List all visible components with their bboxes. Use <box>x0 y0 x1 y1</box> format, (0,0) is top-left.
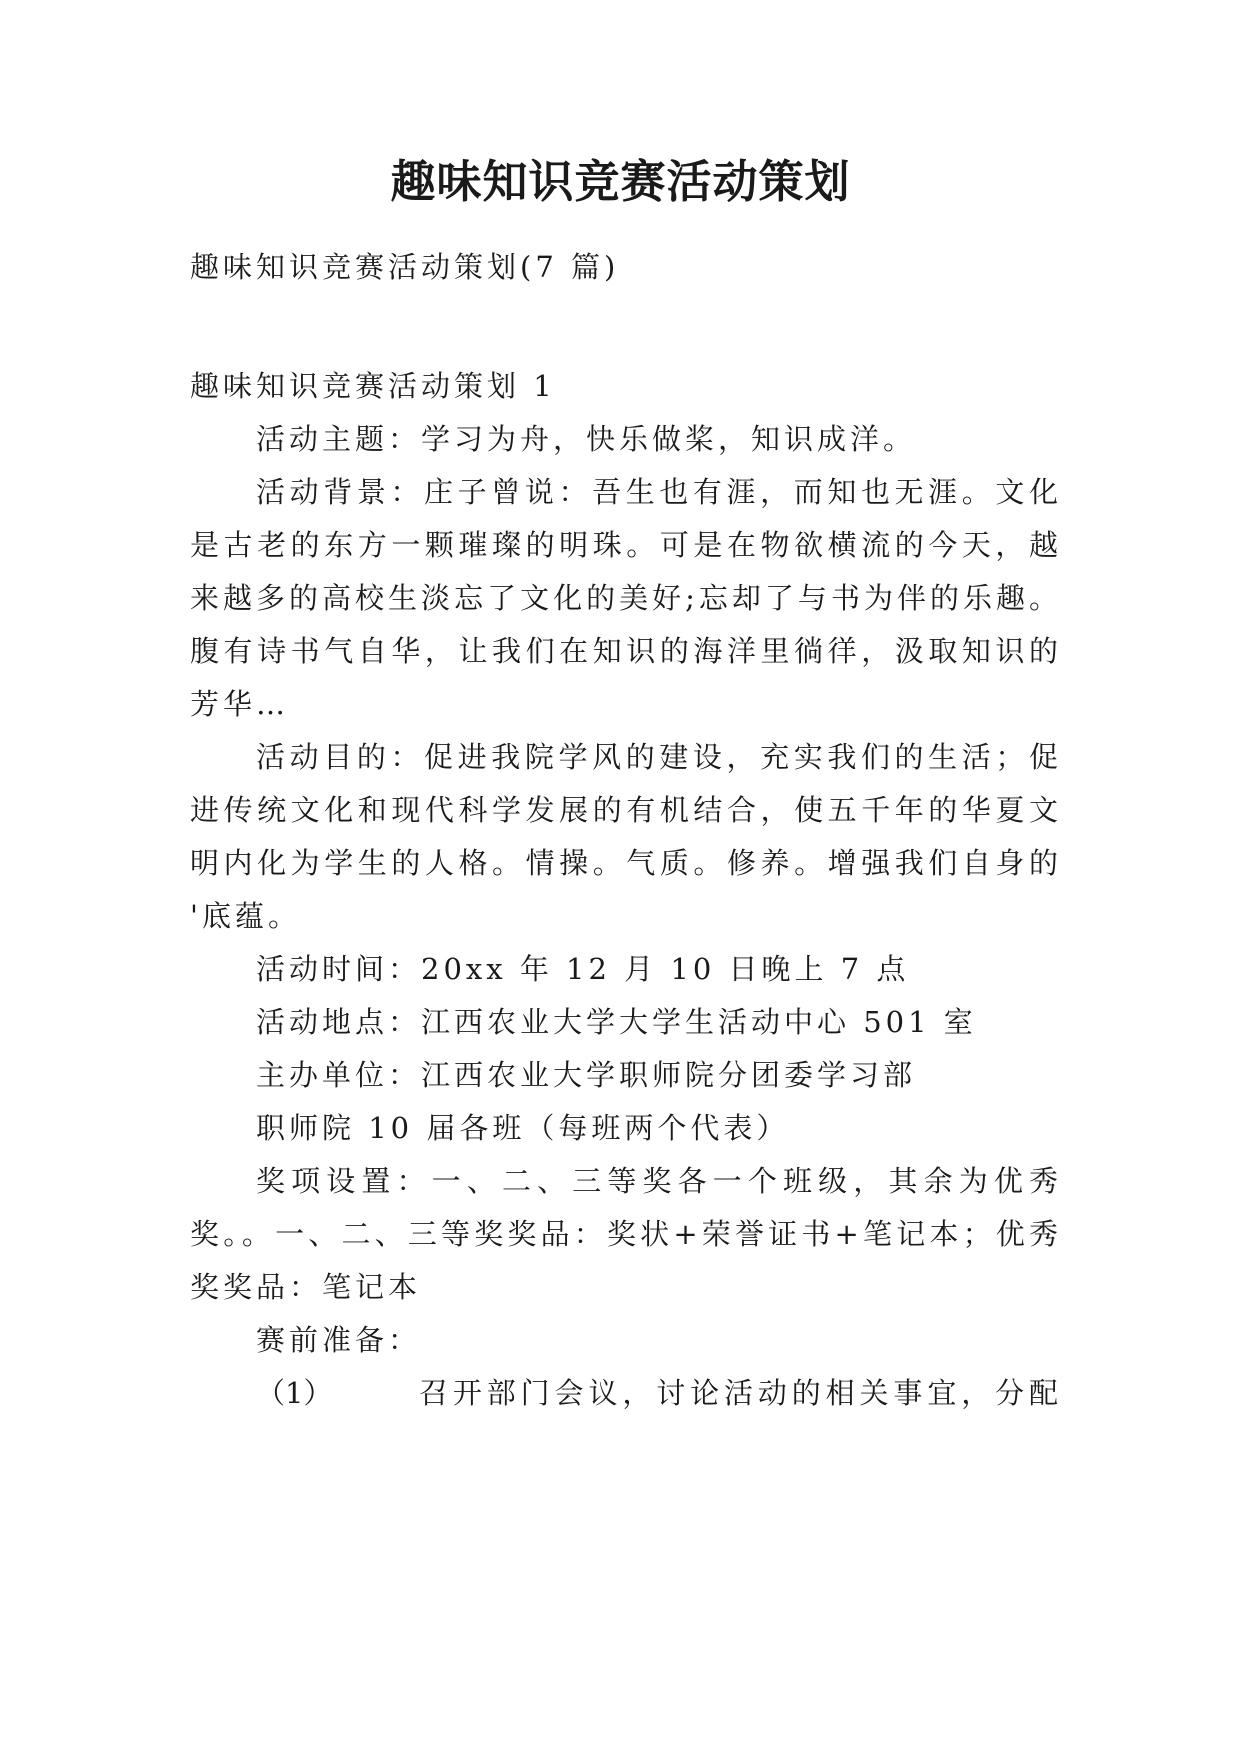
paragraph-background-line: 是古老的东方一颗璀璨的明珠。可是在物欲横流的今天，越 <box>190 528 1058 562</box>
paragraph-award-line: 奖。。一、二、三等奖奖品：奖状+荣誉证书+笔记本；优秀 <box>190 1217 1058 1251</box>
paragraph-background-line: 来越多的高校生淡忘了文化的美好;忘却了与书为伴的乐趣。 <box>190 581 1058 615</box>
list-item-number: （1） <box>256 1376 333 1410</box>
subtitle: 趣味知识竞赛活动策划(7 篇) <box>190 250 620 284</box>
paragraph-time: 活动时间：20xx 年 12 月 10 日晚上 7 点 <box>256 952 910 986</box>
section-heading: 趣味知识竞赛活动策划 1 <box>190 369 556 403</box>
paragraph-goal-line: 明内化为学生的人格。情操。气质。修养。增强我们自身的 <box>190 846 1058 880</box>
paragraph-host: 主办单位：江西农业大学职师院分团委学习部 <box>256 1058 917 1092</box>
paragraph-award-line: 奖项设置：一、二、三等奖各一个班级，其余为优秀 <box>256 1164 1058 1198</box>
paragraph-place: 活动地点：江西农业大学大学生活动中心 501 室 <box>256 1005 977 1039</box>
paragraph-participants: 职师院 10 届各班（每班两个代表） <box>256 1111 790 1145</box>
paragraph-goal-line: 活动目的：促进我院学风的建设，充实我们的生活；促 <box>256 740 1058 774</box>
paragraph-theme: 活动主题：学习为舟，快乐做桨，知识成洋。 <box>256 422 917 456</box>
paragraph-background-line: 芳华… <box>190 687 290 721</box>
paragraph-goal-line: '底蕴。 <box>190 899 301 933</box>
paragraph-background-line: 活动背景：庄子曾说：吾生也有涯，而知也无涯。文化 <box>256 475 1058 509</box>
paragraph-goal-line: 进传统文化和现代科学发展的有机结合，使五千年的华夏文 <box>190 793 1058 827</box>
paragraph-preparation: 赛前准备： <box>256 1323 422 1357</box>
document-title: 趣味知识竞赛活动策划 <box>390 155 851 208</box>
list-item-text: 召开部门会议，讨论活动的相关事宜，分配 <box>419 1376 1058 1410</box>
paragraph-award-line: 奖奖品：笔记本 <box>190 1270 422 1304</box>
paragraph-background-line: 腹有诗书气自华，让我们在知识的海洋里徜徉，汲取知识的 <box>190 634 1058 668</box>
